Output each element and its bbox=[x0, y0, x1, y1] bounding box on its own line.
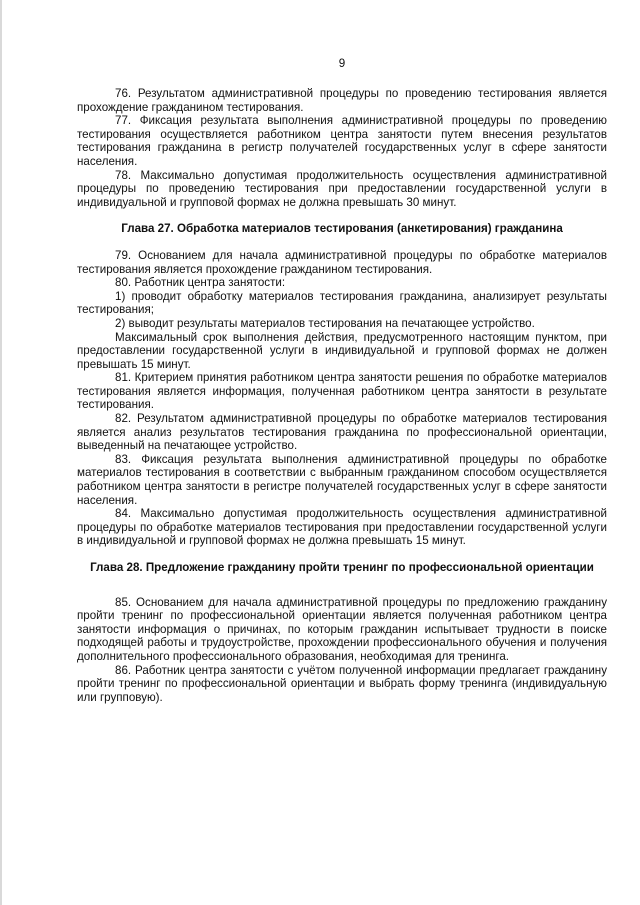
paragraph-85: 85. Основанием для начала административной процедуры по предложению гражданину пройти тренинг по профессиональной ориентации является полученная работником центра занятости информация о причинах, по которым гражданин испытывает трудности в поиске подходящей работы и трудоустройстве, прохождении профессионального обучения и получения дополнительного профессионального образования, необходимая для тренинга. bbox=[77, 595, 607, 663]
page-number: 9 bbox=[338, 57, 346, 70]
chapter-27-heading: Глава 27. Обработка материалов тестирования (анкетирования) гражданина bbox=[121, 222, 563, 236]
paragraph-86: 86. Работник центра занятости с учётом полученной информации предлагает гражданину пройти тренинг по профессиональной ориентации и выбрать форму тренинга (индивидуальную или групповую). bbox=[77, 663, 607, 704]
paragraph-83: 83. Фиксация результата выполнения административной процедуры по обработке материалов тестирования в соответствии с выбранным гражданином способом осуществляется работником центра занятости в регистре получателей государственных услуг в сфере занятости населения. bbox=[77, 452, 607, 507]
paragraph-77: 77. Фиксация результата выполнения административной процедуры по проведению тестирования осуществляется работником центра занятости путем внесения результатов тестирования гражданина в регистр получателей государственных услуг в сфере занятости населения. bbox=[77, 114, 607, 168]
paragraph-80: 80. Работник центра занятости: bbox=[115, 276, 286, 290]
paragraph-76: 76. Результатом административной процедуры по проведению тестирования является прохождение гражданином тестирования. bbox=[77, 87, 607, 114]
paragraph-81: 81. Критерием принятия работником центра занятости решения по обработке материалов тестирования является информация, полученная работником центра занятости в результате тестирования. bbox=[77, 371, 607, 412]
paragraph-78: 78. Максимально допустимая продолжительность осуществления административной процедуры по проведению тестирования при предоставлении государственной услуги в индивидуальной и групповой формах не должна превышать 30 минут. bbox=[77, 168, 607, 209]
paragraph-84: 84. Максимально допустимая продолжительность осуществления административной процедуры по обработке материалов тестирования при предоставлении государственной услуги в индивидуальной и групповой формах не должна превышать 15 минут. bbox=[77, 507, 607, 548]
paragraph-80-time-limit: Максимальный срок выполнения действия, предусмотренного настоящим пунктом, при предоставлении государственной услуги в индивидуальной и групповой формах не должен превышать 15 минут. bbox=[77, 330, 607, 371]
chapter-28-heading: Глава 28. Предложение гражданину пройти тренинг по профессиональной ориентации bbox=[90, 561, 594, 574]
paragraph-79: 79. Основанием для начала административной процедуры по обработке материалов тестирования является прохождение гражданином тестирования. bbox=[77, 248, 607, 276]
page-content bbox=[77, 87, 607, 704]
paragraph-80-item-1: 1) проводит обработку материалов тестирования гражданина, анализирует результаты тестирования; bbox=[77, 289, 607, 317]
scan-edge bbox=[0, 0, 2, 905]
paragraph-80-item-2: 2) выводит результаты материалов тестирования на печатающее устройство. bbox=[115, 316, 535, 330]
paragraph-82: 82. Результатом административной процедуры по обработке материалов тестирования является анализ результатов тестирования гражданина по профессиональной ориентации, выведенный на печатающее устройство. bbox=[77, 412, 607, 453]
